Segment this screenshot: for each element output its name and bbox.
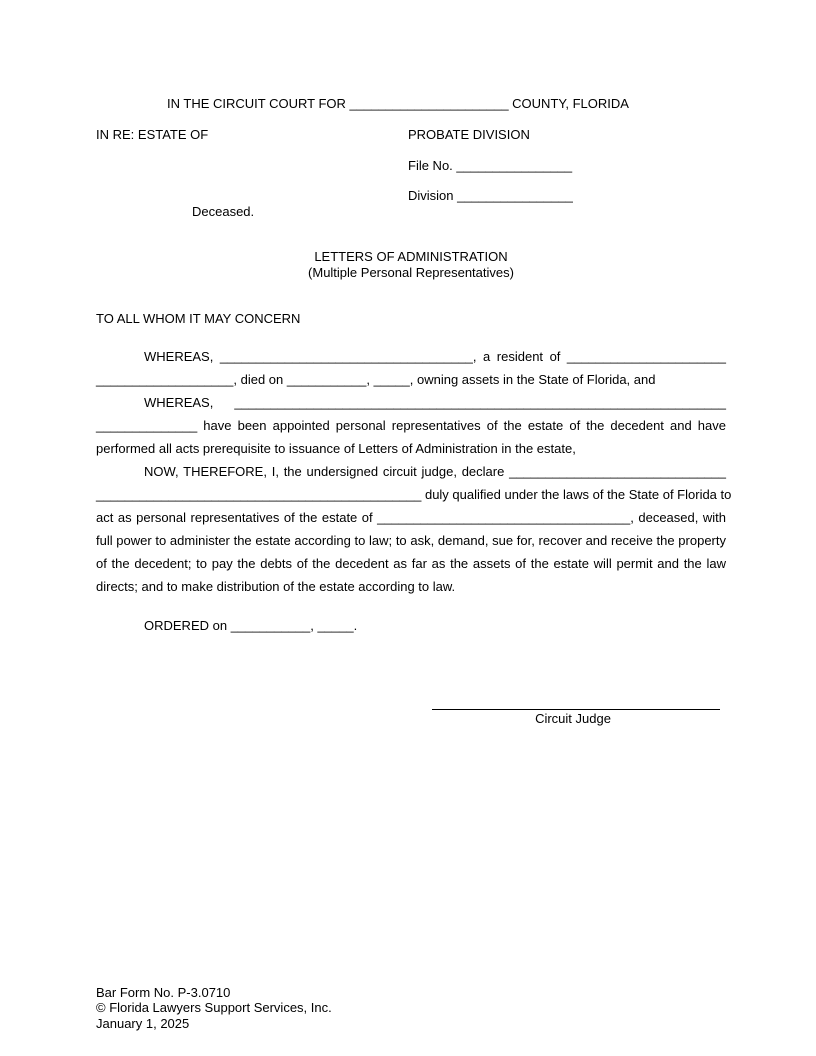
deceased-label: Deceased. bbox=[192, 204, 255, 219]
file-number-field: File No. ________________ bbox=[408, 158, 573, 173]
body-line-9: full power to administer the estate according to law; to ask, demand, sue for, recover and receive the property bbox=[96, 533, 726, 548]
body-line-10: of the decedent; to pay the debts of the decedent as far as the assets of the estate will permit and the law bbox=[96, 556, 726, 571]
body-line-2: ___________________, died on ___________, _____, owning assets in the State of Florida, and bbox=[96, 372, 656, 387]
in-re-estate-label: IN RE: ESTATE OF bbox=[96, 127, 209, 142]
body-line-11: directs; and to make distribution of the estate according to law. bbox=[96, 579, 456, 594]
court-heading: IN THE CIRCUIT COURT FOR ______________________ COUNTY, FLORIDA bbox=[167, 96, 629, 111]
body-line-5: performed all acts prerequisite to issuance of Letters of Administration in the estate, bbox=[96, 441, 576, 456]
body-line-7: _____________________________________________ duly qualified under the laws of the State of Florida to bbox=[96, 487, 732, 502]
footer-copyright: © Florida Lawyers Support Services, Inc. bbox=[96, 1000, 332, 1015]
ordered-on-line: ORDERED on ___________, _____. bbox=[144, 618, 358, 633]
body-line-3: WHEREAS, ____________________________________________________________________ bbox=[144, 395, 726, 410]
body-line-1: WHEREAS, ___________________________________, a resident of ______________________ bbox=[144, 349, 726, 364]
footer-form-number: Bar Form No. P-3.0710 bbox=[96, 985, 231, 1000]
salutation: TO ALL WHOM IT MAY CONCERN bbox=[96, 311, 301, 326]
body-line-6: NOW, THEREFORE, I, the undersigned circuit judge, declare ______________________________ bbox=[144, 464, 726, 479]
signature-line bbox=[432, 709, 720, 710]
document-subtitle: (Multiple Personal Representatives) bbox=[308, 265, 514, 280]
division-field: Division ________________ bbox=[408, 188, 573, 203]
probate-division-label: PROBATE DIVISION bbox=[408, 127, 530, 142]
body-line-8: act as personal representatives of the estate of ___________________________________, deceased, with bbox=[96, 510, 726, 525]
footer-date: January 1, 2025 bbox=[96, 1016, 190, 1031]
signature-label: Circuit Judge bbox=[535, 711, 611, 726]
document-title: LETTERS OF ADMINISTRATION bbox=[314, 249, 508, 264]
body-line-4: ______________ have been appointed personal representatives of the estate of the decedent and have bbox=[96, 418, 726, 433]
